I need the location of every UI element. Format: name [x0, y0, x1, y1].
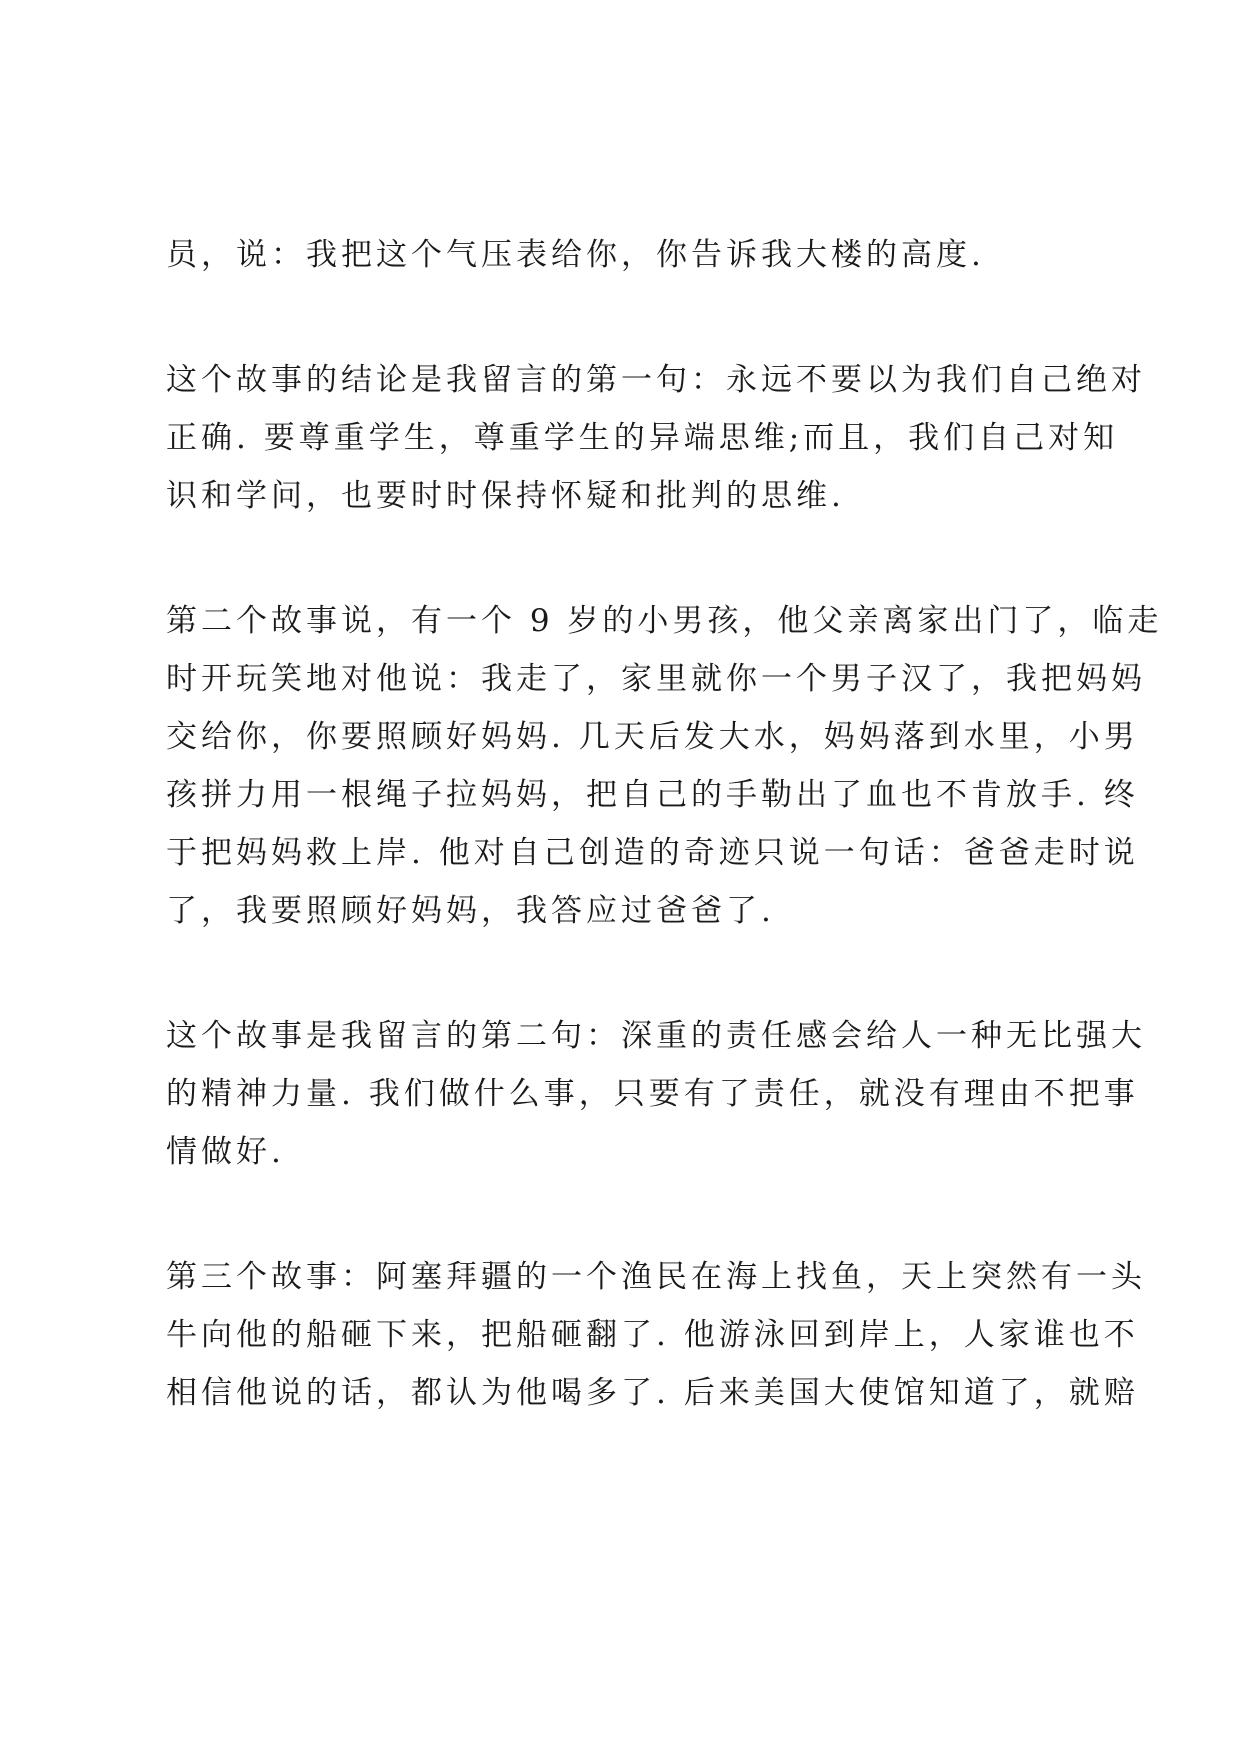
text-line: 时开玩笑地对他说：我走了，家里就你一个男子汉了，我把妈妈 — [166, 661, 1146, 697]
paragraph-2 — [166, 351, 1146, 525]
paragraph-5 — [166, 1248, 1146, 1422]
text-line: 情做好. — [166, 1134, 285, 1170]
text-line: 这个故事的结论是我留言的第一句：永远不要以为我们自己绝对 — [166, 362, 1146, 398]
text-line: 员，说：我把这个气压表给你，你告诉我大楼的高度. — [166, 237, 985, 273]
text-line: 了，我要照顾好妈妈，我答应过爸爸了. — [166, 893, 775, 929]
text-line: 于把妈妈救上岸. 他对自己创造的奇迹只说一句话：爸爸走时说 — [166, 835, 1139, 871]
text-line: 相信他说的话，都认为他喝多了. 后来美国大使馆知道了，就赔 — [166, 1375, 1139, 1411]
text-line: 这个故事是我留言的第二句：深重的责任感会给人一种无比强大 — [166, 1018, 1146, 1054]
text-line: 牛向他的船砸下来，把船砸翻了. 他游泳回到岸上，人家谁也不 — [166, 1317, 1139, 1353]
text-line: 第三个故事：阿塞拜疆的一个渔民在海上找鱼，天上突然有一头 — [166, 1259, 1146, 1295]
text-line: 孩拼力用一根绳子拉妈妈，把自己的手勒出了血也不肯放手. 终 — [166, 777, 1139, 813]
paragraph-4 — [166, 1007, 1146, 1181]
text-line: 交给你，你要照顾好妈妈. 几天后发大水，妈妈落到水里，小男 — [166, 719, 1139, 755]
document-body — [166, 226, 1163, 1489]
paragraph-3 — [166, 592, 1163, 940]
text-line: 正确. 要尊重学生，尊重学生的异端思维;而且，我们自己对知 — [166, 420, 1119, 456]
text-line: 的精神力量. 我们做什么事，只要有了责任，就没有理由不把事 — [166, 1076, 1139, 1112]
text-line: 第二个故事说，有一个 9 岁的小男孩，他父亲离家出门了，临走 — [166, 603, 1163, 639]
paragraph-1 — [166, 226, 1090, 284]
text-line: 识和学问，也要时时保持怀疑和批判的思维. — [166, 478, 845, 514]
